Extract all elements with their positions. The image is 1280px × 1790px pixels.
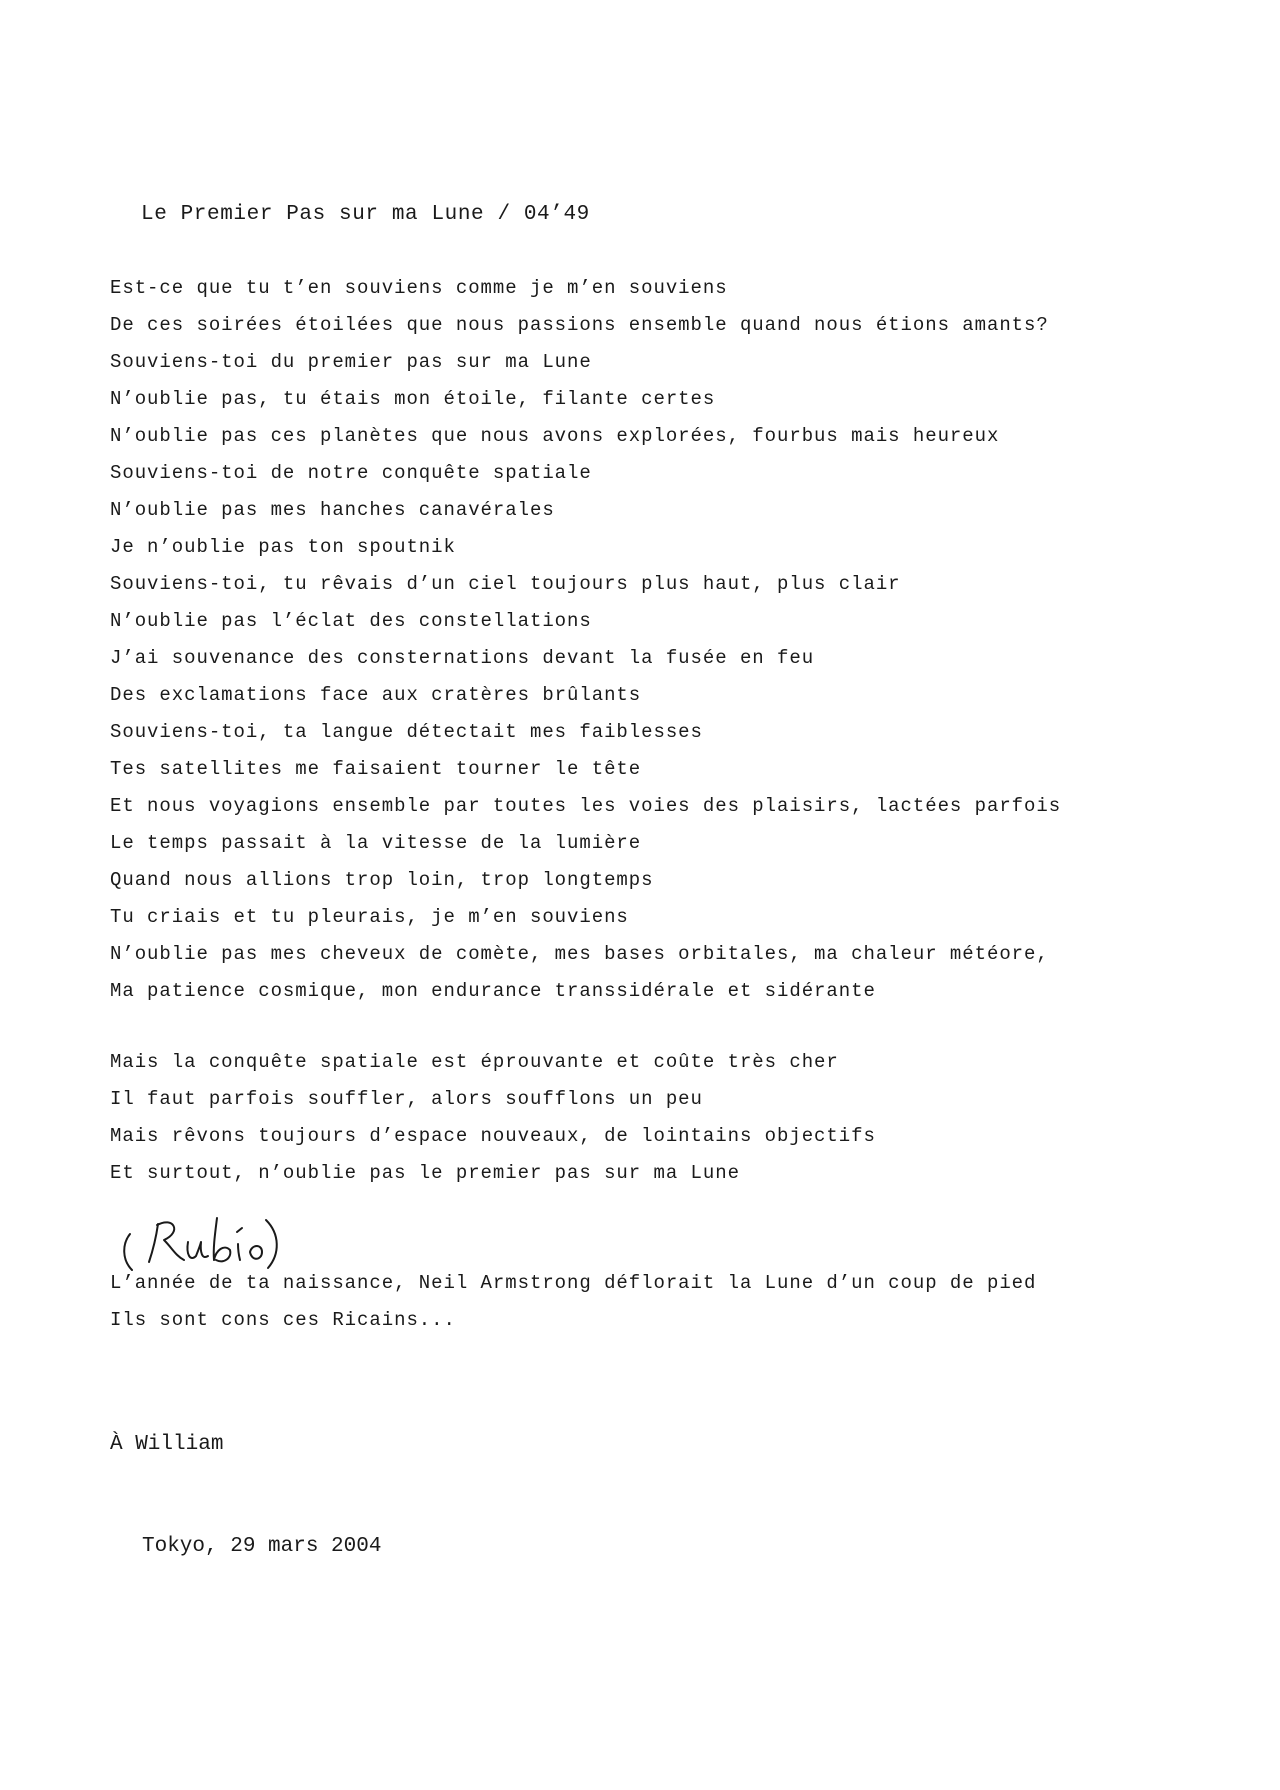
poem-stanza-2 [110,1044,876,1192]
footnote [110,1265,1036,1339]
poem-line: Souviens-toi, ta langue détectait mes faiblesses [110,721,703,743]
poem-line: Le temps passait à la vitesse de la lumière [110,832,642,854]
place-date: Tokyo, 29 mars 2004 [142,1535,382,1558]
poem-line: J’ai souvenance des consternations devant la fusée en feu [110,647,815,669]
poem-line: Souviens-toi, tu rêvais d’un ciel toujours plus haut, plus clair [110,573,901,595]
poem-title: Le Premier Pas sur ma Lune / 04’49 [141,203,590,226]
poem-line: Il faut parfois souffler, alors soufflons un peu [110,1088,703,1110]
dedication: À William [110,1433,224,1456]
poem-line: N’oublie pas, tu étais mon étoile, filante certes [110,388,716,410]
footnote-line: L’année de ta naissance, Neil Armstrong déflorait la Lune d’un coup de pied [110,1272,1037,1294]
poem-line: Tu criais et tu pleurais, je m’en souviens [110,906,629,928]
poem-line: Est-ce que tu t’en souviens comme je m’en souviens [110,277,728,299]
poem-line: Et surtout, n’oublie pas le premier pas sur ma Lune [110,1162,740,1184]
poem-line: Ma patience cosmique, mon endurance transsidérale et sidérante [110,980,876,1002]
footnote-line: Ils sont cons ces Ricains... [110,1309,456,1331]
poem-line: Souviens-toi du premier pas sur ma Lune [110,351,592,373]
poem-line: Mais la conquête spatiale est éprouvante et coûte très cher [110,1051,839,1073]
poem-line: De ces soirées étoilées que nous passions ensemble quand nous étions amants? [110,314,1049,336]
poem-line: Souviens-toi de notre conquête spatiale [110,462,592,484]
poem-line: N’oublie pas mes cheveux de comète, mes bases orbitales, ma chaleur météore, [110,943,1049,965]
poem-stanza-1 [110,270,1061,1010]
dedication-block [110,1360,381,1632]
poem-line: Quand nous allions trop loin, trop longtemps [110,869,654,891]
poem-line: Et nous voyagions ensemble par toutes les voies des plaisirs, lactées parfois [110,795,1062,817]
poem-line: Je n’oublie pas ton spoutnik [110,536,456,558]
poem-line: N’oublie pas mes hanches canavérales [110,499,555,521]
poem-line: Mais rêvons toujours d’espace nouveaux, de lointains objectifs [110,1125,876,1147]
poem-line: Des exclamations face aux cratères brûlants [110,684,642,706]
poem-line: Tes satellites me faisaient tourner le tête [110,758,642,780]
poem-line: N’oublie pas l’éclat des constellations [110,610,592,632]
poem-line: N’oublie pas ces planètes que nous avons explorées, fourbus mais heureux [110,425,1000,447]
